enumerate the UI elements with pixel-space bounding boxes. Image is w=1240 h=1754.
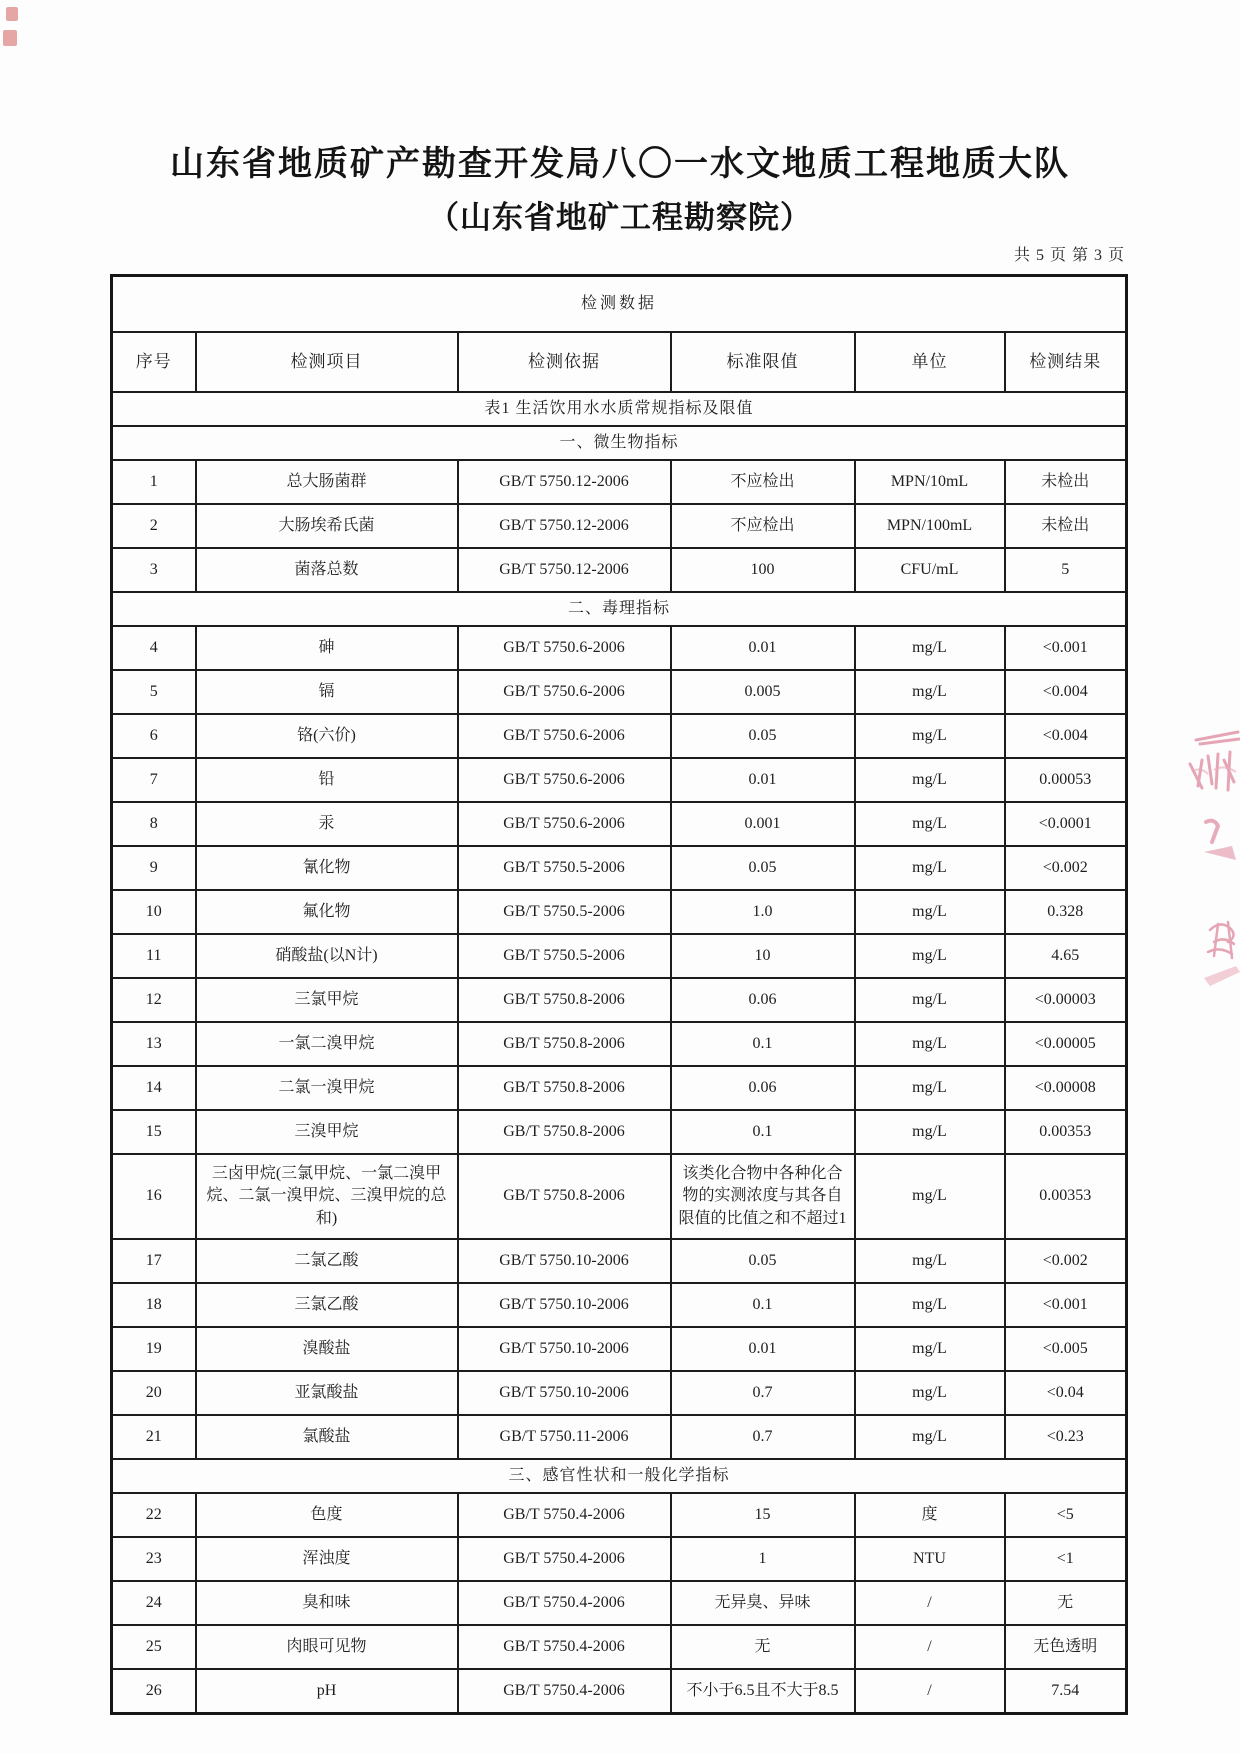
item-name: 硝酸盐(以N计) <box>196 934 458 978</box>
item-name: 铬(六价) <box>196 714 458 758</box>
test-method: GB/T 5750.4-2006 <box>458 1669 671 1714</box>
col-header-method: 检测依据 <box>458 332 671 392</box>
item-name: 三氯乙酸 <box>196 1283 458 1327</box>
table-row <box>112 460 1127 504</box>
row-index: 11 <box>112 934 196 978</box>
row-index: 6 <box>112 714 196 758</box>
test-result: 0.328 <box>1005 890 1127 934</box>
test-method: GB/T 5750.4-2006 <box>458 1493 671 1537</box>
test-result: 无 <box>1005 1581 1127 1625</box>
item-name: pH <box>196 1669 458 1714</box>
test-method: GB/T 5750.8-2006 <box>458 1022 671 1066</box>
test-result: <0.002 <box>1005 1239 1127 1283</box>
section-row <box>112 592 1127 626</box>
test-result: <0.04 <box>1005 1371 1127 1415</box>
test-result: <0.00005 <box>1005 1022 1127 1066</box>
red-corner-mark <box>6 7 18 21</box>
row-index: 16 <box>112 1154 196 1239</box>
page-number-label: 共 5 页 第 3 页 <box>1013 247 1125 264</box>
row-index: 13 <box>112 1022 196 1066</box>
test-method: GB/T 5750.12-2006 <box>458 460 671 504</box>
col-header-item: 检测项目 <box>196 332 458 392</box>
test-result: 未检出 <box>1005 460 1127 504</box>
unit: mg/L <box>855 978 1005 1022</box>
test-method: GB/T 5750.6-2006 <box>458 670 671 714</box>
item-name: 色度 <box>196 1493 458 1537</box>
item-name: 三溴甲烷 <box>196 1110 458 1154</box>
test-method: GB/T 5750.12-2006 <box>458 504 671 548</box>
row-index: 18 <box>112 1283 196 1327</box>
table-row <box>112 758 1127 802</box>
table-row <box>112 1327 1127 1371</box>
item-name: 亚氯酸盐 <box>196 1371 458 1415</box>
test-result: 0.00353 <box>1005 1110 1127 1154</box>
standard-limit: 0.01 <box>671 626 855 670</box>
section-label: 表1 生活饮用水水质常规指标及限值 <box>112 392 1127 426</box>
item-name: 三卤甲烷(三氯甲烷、一氯二溴甲烷、二氯一溴甲烷、三溴甲烷的总和) <box>196 1154 458 1239</box>
row-index: 1 <box>112 460 196 504</box>
unit: mg/L <box>855 714 1005 758</box>
item-name: 大肠埃希氏菌 <box>196 504 458 548</box>
table-title-row <box>112 276 1127 333</box>
table-row <box>112 1371 1127 1415</box>
row-index: 15 <box>112 1110 196 1154</box>
unit: mg/L <box>855 802 1005 846</box>
table-row <box>112 548 1127 592</box>
standard-limit: 1 <box>671 1537 855 1581</box>
standard-limit: 无 <box>671 1625 855 1669</box>
table-row <box>112 890 1127 934</box>
col-header-result: 检测结果 <box>1005 332 1127 392</box>
standard-limit: 1.0 <box>671 890 855 934</box>
test-method: GB/T 5750.8-2006 <box>458 1154 671 1239</box>
unit: / <box>855 1625 1005 1669</box>
table-row <box>112 802 1127 846</box>
table-row <box>112 1022 1127 1066</box>
document-title: 山东省地质矿产勘查开发局八〇一水文地质工程地质大队 <box>170 146 1070 183</box>
table-row <box>112 1581 1127 1625</box>
test-method: GB/T 5750.6-2006 <box>458 758 671 802</box>
section-row <box>112 426 1127 460</box>
table-row <box>112 1239 1127 1283</box>
row-index: 9 <box>112 846 196 890</box>
row-index: 23 <box>112 1537 196 1581</box>
table-row <box>112 978 1127 1022</box>
standard-limit: 0.1 <box>671 1110 855 1154</box>
test-method: GB/T 5750.5-2006 <box>458 890 671 934</box>
row-index: 3 <box>112 548 196 592</box>
unit: mg/L <box>855 1110 1005 1154</box>
row-index: 12 <box>112 978 196 1022</box>
table-row <box>112 626 1127 670</box>
table-row <box>112 1283 1127 1327</box>
test-method: GB/T 5750.10-2006 <box>458 1327 671 1371</box>
item-name: 溴酸盐 <box>196 1327 458 1371</box>
unit: / <box>855 1669 1005 1714</box>
unit: mg/L <box>855 1371 1005 1415</box>
test-result: 未检出 <box>1005 504 1127 548</box>
stamp-fragment-icon <box>1200 912 1240 998</box>
standard-limit: 0.06 <box>671 1066 855 1110</box>
row-index: 7 <box>112 758 196 802</box>
standard-limit: 100 <box>671 548 855 592</box>
test-result: <0.001 <box>1005 626 1127 670</box>
section-label: 三、感官性状和一般化学指标 <box>112 1459 1127 1493</box>
unit: mg/L <box>855 758 1005 802</box>
section-row <box>112 392 1127 426</box>
item-name: 肉眼可见物 <box>196 1625 458 1669</box>
test-result: <0.0001 <box>1005 802 1127 846</box>
test-method: GB/T 5750.6-2006 <box>458 802 671 846</box>
test-method: GB/T 5750.8-2006 <box>458 1110 671 1154</box>
row-index: 10 <box>112 890 196 934</box>
table-row <box>112 1625 1127 1669</box>
test-result: <0.00003 <box>1005 978 1127 1022</box>
table-row <box>112 1415 1127 1459</box>
row-index: 5 <box>112 670 196 714</box>
standard-limit: 0.001 <box>671 802 855 846</box>
test-result: <0.004 <box>1005 714 1127 758</box>
row-index: 8 <box>112 802 196 846</box>
test-method: GB/T 5750.4-2006 <box>458 1537 671 1581</box>
standard-limit: 0.005 <box>671 670 855 714</box>
table-row <box>112 1537 1127 1581</box>
unit: mg/L <box>855 934 1005 978</box>
item-name: 镉 <box>196 670 458 714</box>
standard-limit: 0.01 <box>671 1327 855 1371</box>
row-index: 14 <box>112 1066 196 1110</box>
test-result: 0.00053 <box>1005 758 1127 802</box>
table-row <box>112 1154 1127 1239</box>
table-row <box>112 934 1127 978</box>
test-method: GB/T 5750.8-2006 <box>458 1066 671 1110</box>
unit: MPN/10mL <box>855 460 1005 504</box>
table-row <box>112 1066 1127 1110</box>
test-result: <1 <box>1005 1537 1127 1581</box>
section-label: 二、毒理指标 <box>112 592 1127 626</box>
unit: CFU/mL <box>855 548 1005 592</box>
table-row <box>112 504 1127 548</box>
unit: mg/L <box>855 1283 1005 1327</box>
standard-limit: 无异臭、异味 <box>671 1581 855 1625</box>
table-row <box>112 1493 1127 1537</box>
item-name: 浑浊度 <box>196 1537 458 1581</box>
col-header-unit: 单位 <box>855 332 1005 392</box>
unit: mg/L <box>855 890 1005 934</box>
test-method: GB/T 5750.8-2006 <box>458 978 671 1022</box>
item-name: 三氯甲烷 <box>196 978 458 1022</box>
unit: mg/L <box>855 846 1005 890</box>
test-method: GB/T 5750.10-2006 <box>458 1371 671 1415</box>
unit: mg/L <box>855 1066 1005 1110</box>
document-subtitle: （山东省地矿工程勘察院） <box>428 200 812 235</box>
test-result: <0.002 <box>1005 846 1127 890</box>
standard-limit: 0.1 <box>671 1022 855 1066</box>
item-name: 氰化物 <box>196 846 458 890</box>
unit: mg/L <box>855 626 1005 670</box>
unit: NTU <box>855 1537 1005 1581</box>
test-result: 4.65 <box>1005 934 1127 978</box>
row-index: 24 <box>112 1581 196 1625</box>
row-index: 26 <box>112 1669 196 1714</box>
unit: mg/L <box>855 1154 1005 1239</box>
standard-limit: 该类化合物中各种化合物的实测浓度与其各自限值的比值之和不超过1 <box>671 1154 855 1239</box>
standard-limit: 0.01 <box>671 758 855 802</box>
test-method: GB/T 5750.4-2006 <box>458 1625 671 1669</box>
test-method: GB/T 5750.6-2006 <box>458 626 671 670</box>
row-index: 22 <box>112 1493 196 1537</box>
section-row <box>112 1459 1127 1493</box>
test-result: <0.004 <box>1005 670 1127 714</box>
stamp-fragment-icon <box>1178 726 1240 810</box>
table-row <box>112 714 1127 758</box>
standard-limit: 0.05 <box>671 846 855 890</box>
item-name: 总大肠菌群 <box>196 460 458 504</box>
item-name: 一氯二溴甲烷 <box>196 1022 458 1066</box>
row-index: 4 <box>112 626 196 670</box>
table-row <box>112 1110 1127 1154</box>
row-index: 21 <box>112 1415 196 1459</box>
test-result: 7.54 <box>1005 1669 1127 1714</box>
unit: mg/L <box>855 1415 1005 1459</box>
test-method: GB/T 5750.5-2006 <box>458 934 671 978</box>
row-index: 17 <box>112 1239 196 1283</box>
test-result: 无色透明 <box>1005 1625 1127 1669</box>
col-header-no: 序号 <box>112 332 196 392</box>
table-row <box>112 846 1127 890</box>
row-index: 20 <box>112 1371 196 1415</box>
unit: mg/L <box>855 1239 1005 1283</box>
col-header-limit: 标准限值 <box>671 332 855 392</box>
standard-limit: 0.06 <box>671 978 855 1022</box>
standard-limit: 15 <box>671 1493 855 1537</box>
item-name: 砷 <box>196 626 458 670</box>
test-method: GB/T 5750.10-2006 <box>458 1239 671 1283</box>
table-header-row <box>112 332 1127 392</box>
item-name: 氯酸盐 <box>196 1415 458 1459</box>
unit: MPN/100mL <box>855 504 1005 548</box>
stamp-fragment-icon <box>1198 816 1240 866</box>
standard-limit: 不应检出 <box>671 504 855 548</box>
standard-limit: 不小于6.5且不大于8.5 <box>671 1669 855 1714</box>
standard-limit: 0.05 <box>671 714 855 758</box>
row-index: 2 <box>112 504 196 548</box>
red-corner-mark <box>3 30 17 46</box>
test-method: GB/T 5750.6-2006 <box>458 714 671 758</box>
standard-limit: 0.05 <box>671 1239 855 1283</box>
test-result: <0.00008 <box>1005 1066 1127 1110</box>
test-method: GB/T 5750.11-2006 <box>458 1415 671 1459</box>
standard-limit: 0.1 <box>671 1283 855 1327</box>
item-name: 二氯一溴甲烷 <box>196 1066 458 1110</box>
row-index: 19 <box>112 1327 196 1371</box>
results-table-body <box>112 276 1127 1714</box>
table-title: 检测数据 <box>112 276 1127 333</box>
unit: mg/L <box>855 1327 1005 1371</box>
test-method: GB/T 5750.4-2006 <box>458 1581 671 1625</box>
item-name: 臭和味 <box>196 1581 458 1625</box>
unit: 度 <box>855 1493 1005 1537</box>
test-method: GB/T 5750.5-2006 <box>458 846 671 890</box>
table-row <box>112 1669 1127 1714</box>
test-result: <0.23 <box>1005 1415 1127 1459</box>
results-table <box>110 274 1128 1715</box>
test-result: <5 <box>1005 1493 1127 1537</box>
standard-limit: 0.7 <box>671 1415 855 1459</box>
section-label: 一、微生物指标 <box>112 426 1127 460</box>
unit: / <box>855 1581 1005 1625</box>
standard-limit: 0.7 <box>671 1371 855 1415</box>
item-name: 铅 <box>196 758 458 802</box>
test-result: <0.001 <box>1005 1283 1127 1327</box>
test-result: 0.00353 <box>1005 1154 1127 1239</box>
standard-limit: 10 <box>671 934 855 978</box>
item-name: 二氯乙酸 <box>196 1239 458 1283</box>
row-index: 25 <box>112 1625 196 1669</box>
test-method: GB/T 5750.12-2006 <box>458 548 671 592</box>
test-result: <0.005 <box>1005 1327 1127 1371</box>
test-result: 5 <box>1005 548 1127 592</box>
item-name: 汞 <box>196 802 458 846</box>
table-row <box>112 670 1127 714</box>
item-name: 氟化物 <box>196 890 458 934</box>
unit: mg/L <box>855 1022 1005 1066</box>
unit: mg/L <box>855 670 1005 714</box>
item-name: 菌落总数 <box>196 548 458 592</box>
test-method: GB/T 5750.10-2006 <box>458 1283 671 1327</box>
standard-limit: 不应检出 <box>671 460 855 504</box>
